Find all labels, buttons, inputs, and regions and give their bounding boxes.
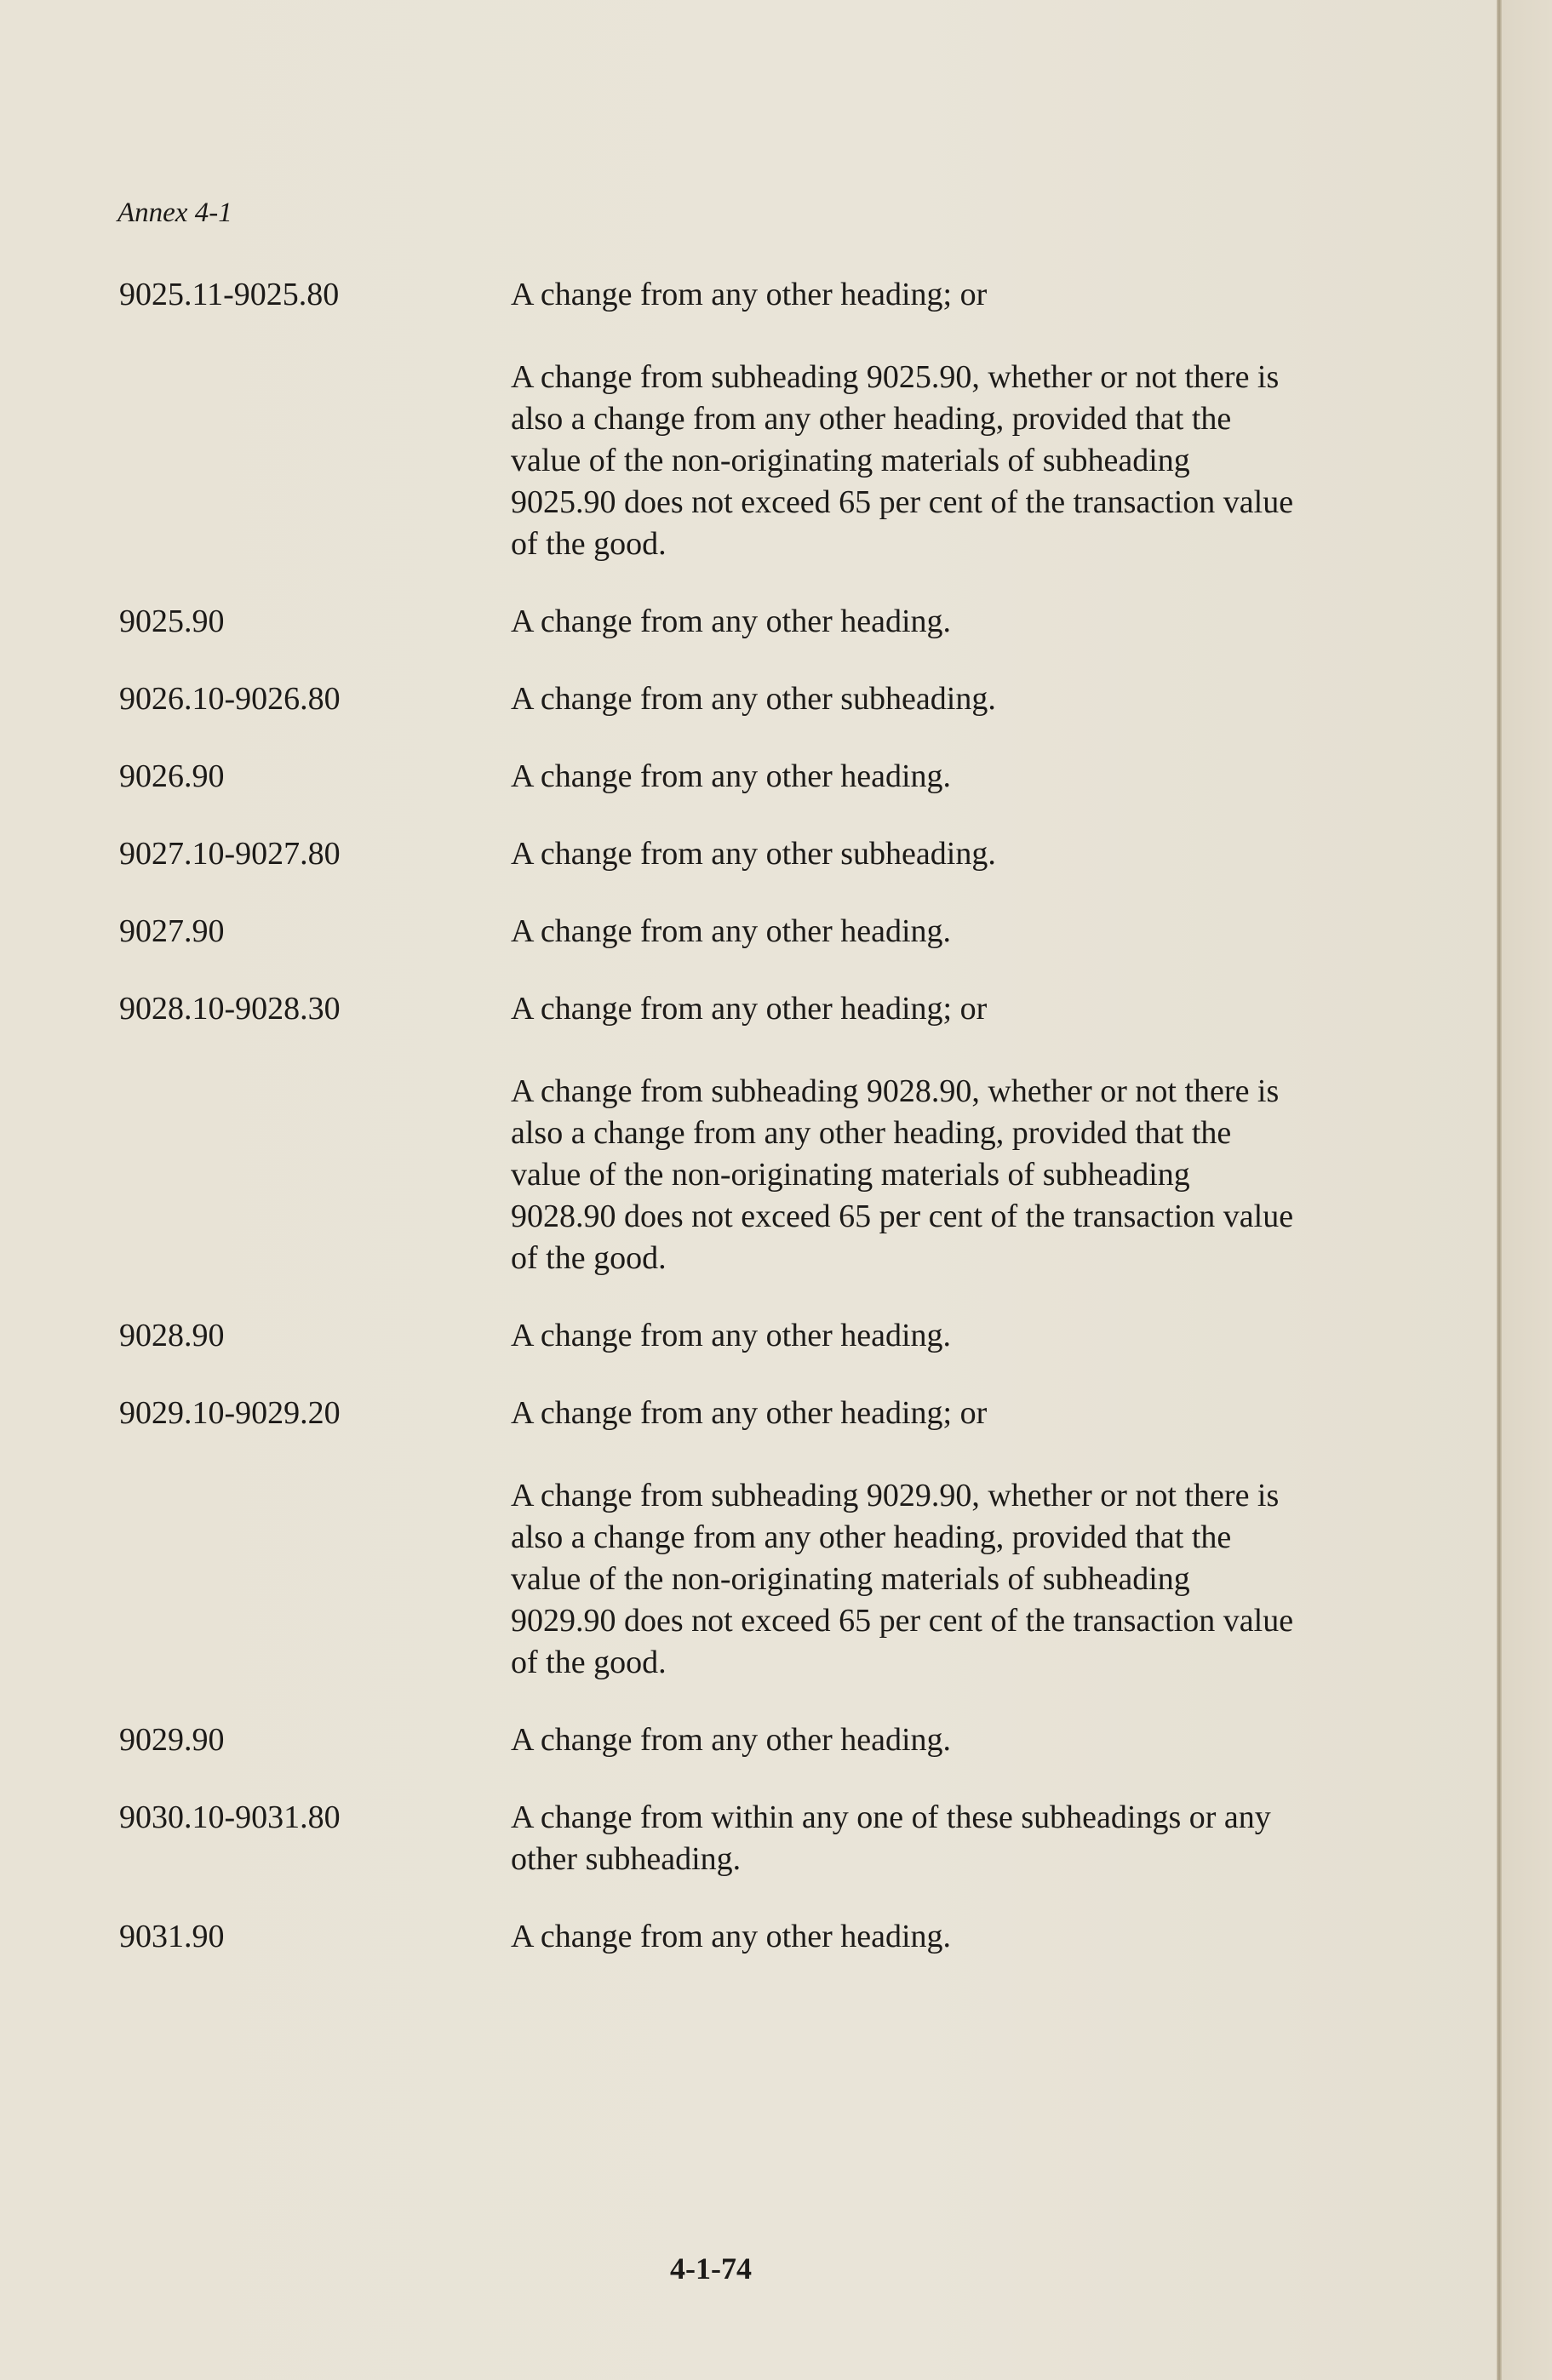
rule-row	[119, 988, 1328, 1279]
rule-text	[511, 1916, 1294, 1958]
rule-paragraph: A change from any other subheading.	[511, 681, 996, 717]
running-head: Annex 4-1	[117, 197, 232, 228]
tariff-code: 9025.90	[119, 604, 225, 639]
rule-row	[119, 274, 1328, 565]
rule-paragraph: A change from any other heading.	[511, 604, 952, 639]
rule-paragraph: A change from any other heading.	[511, 758, 952, 794]
rule-paragraph: A change from any other heading; or	[511, 1395, 988, 1431]
rule-text	[511, 833, 1294, 875]
tariff-code: 9028.90	[119, 1318, 225, 1353]
rule-row	[119, 1916, 1328, 1958]
rule-row	[119, 601, 1328, 643]
rule-paragraph: A change from subheading 9028.90, whether or not there is also a change from any other heading, provided that the value of the non-originating materials of subheading 9028.90 does not exceed 65 per cent of the transaction value of the good.	[511, 1073, 1294, 1276]
rule-paragraph: A change from any other subheading.	[511, 836, 996, 872]
tariff-code: 9026.90	[119, 758, 225, 794]
rule-paragraph: A change from any other heading.	[511, 1318, 952, 1353]
page-number: 4-1-74	[670, 2251, 752, 2286]
rule-row	[119, 833, 1328, 875]
rule-row	[119, 1315, 1328, 1357]
rule-text	[511, 1719, 1294, 1761]
rule-row	[119, 1797, 1328, 1880]
tariff-code: 9028.10-9028.30	[119, 991, 341, 1027]
rule-text	[511, 601, 1294, 643]
rule-row	[119, 911, 1328, 953]
rule-row	[119, 1719, 1328, 1761]
rule-text	[511, 756, 1294, 798]
rule-paragraph: A change from any other heading; or	[511, 277, 988, 312]
tariff-code: 9027.90	[119, 913, 225, 949]
rule-text	[511, 988, 1294, 1279]
rule-paragraph: A change from any other heading; or	[511, 991, 988, 1027]
tariff-code: 9029.10-9029.20	[119, 1395, 341, 1431]
tariff-code: 9031.90	[119, 1919, 225, 1954]
rule-paragraph: A change from any other heading.	[511, 913, 952, 949]
rule-paragraph: A change from any other heading.	[511, 1722, 952, 1758]
tariff-code: 9027.10-9027.80	[119, 836, 341, 872]
rule-text	[511, 1393, 1294, 1684]
rules-of-origin-table	[119, 274, 1328, 1994]
rule-paragraph: A change from within any one of these subheadings or any other subheading.	[511, 1799, 1271, 1877]
rule-text	[511, 274, 1294, 565]
rule-row	[119, 678, 1328, 720]
rule-text	[511, 678, 1294, 720]
rule-text	[511, 1797, 1294, 1880]
rule-row	[119, 756, 1328, 798]
tariff-code: 9029.90	[119, 1722, 225, 1758]
rule-text	[511, 1315, 1294, 1357]
rule-paragraph: A change from subheading 9029.90, whether or not there is also a change from any other heading, provided that the value of the non-originating materials of subheading 9029.90 does not exceed 65 per cent of the transaction value of the good.	[511, 1478, 1294, 1680]
tariff-code: 9030.10-9031.80	[119, 1799, 341, 1835]
rule-text	[511, 911, 1294, 953]
facing-page-margin	[1502, 0, 1552, 2380]
tariff-code: 9025.11-9025.80	[119, 277, 340, 312]
tariff-code: 9026.10-9026.80	[119, 681, 341, 717]
rule-paragraph: A change from any other heading.	[511, 1919, 952, 1954]
rule-row	[119, 1393, 1328, 1684]
rule-paragraph: A change from subheading 9025.90, whether or not there is also a change from any other heading, provided that the value of the non-originating materials of subheading 9025.90 does not exceed 65 per cent of the transaction value of the good.	[511, 359, 1294, 562]
